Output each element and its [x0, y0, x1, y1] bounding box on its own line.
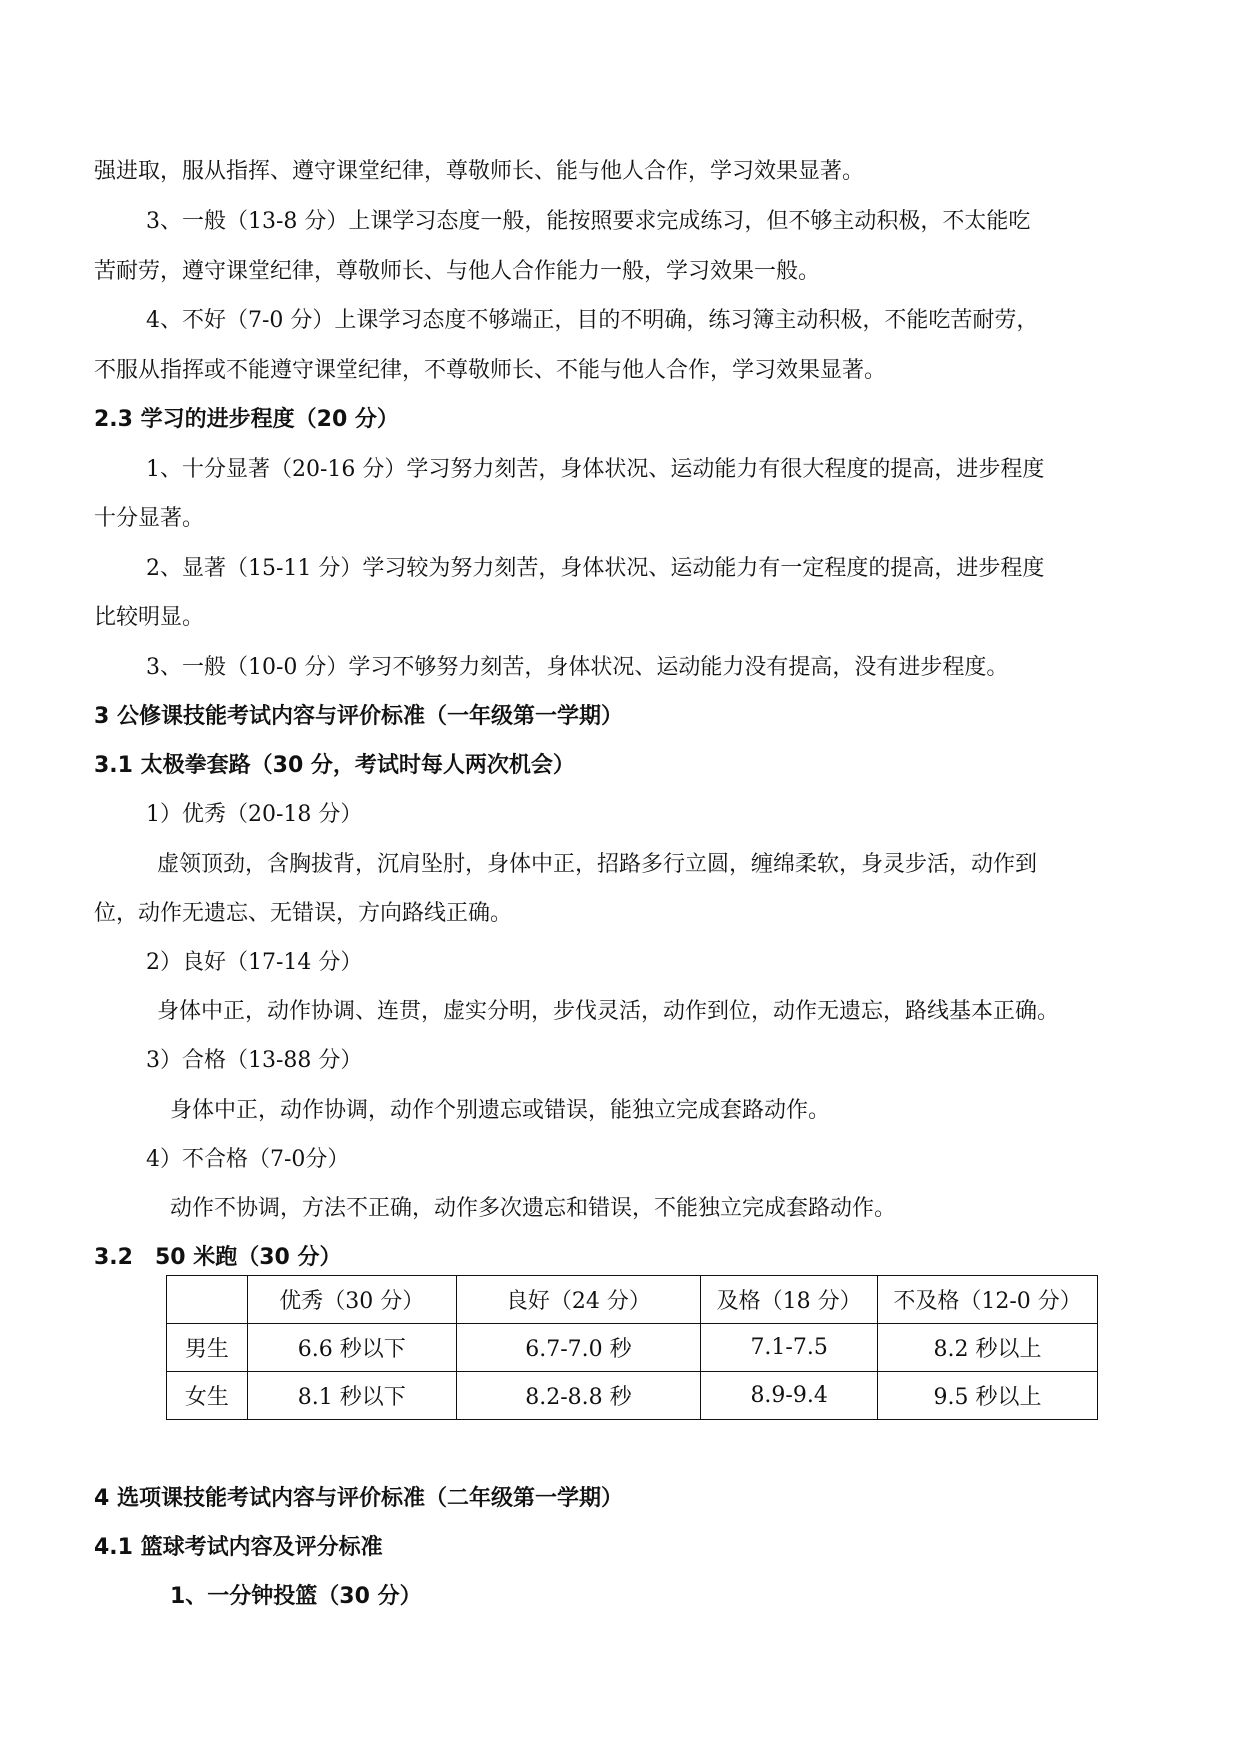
table-cell: 9.5 秒以上 [878, 1372, 1098, 1420]
table-header-cell: 优秀（30 分） [247, 1276, 456, 1324]
grade-title: 2）良好（17-14 分） [146, 950, 363, 975]
section-heading: 3 公修课技能考试内容与评价标准（一年级第一学期） [94, 704, 623, 729]
paragraph-line: 不服从指挥或不能遵守课堂纪律，不尊敬师长、不能与他人合作，学习效果显著。 [94, 358, 887, 383]
paragraph-line: 强进取，服从指挥、遵守课堂纪律，尊敬师长、能与他人合作，学习效果显著。 [94, 159, 865, 184]
table-cell: 7.1-7.5 [701, 1324, 878, 1372]
section-heading: 1、一分钟投篮（30 分） [170, 1584, 422, 1609]
table-cell: 8.1 秒以下 [247, 1372, 456, 1420]
sprint-score-table [166, 1275, 1098, 1420]
paragraph-line: 虚领顶劲，含胸拔背，沉肩坠肘，身体中正，招路多行立圆，缠绵柔软，身灵步活，动作到 [157, 852, 1038, 877]
paragraph-line: 3、一般（13-8 分）上课学习态度一般，能按照要求完成练习，但不够主动积极，不太能吃 [146, 209, 1031, 234]
paragraph-line: 2、显著（15-11 分）学习较为努力刻苦，身体状况、运动能力有一定程度的提高，进步程度 [146, 556, 1045, 581]
table-header-row [167, 1276, 1098, 1324]
table-cell: 6.6 秒以下 [247, 1324, 456, 1372]
table-cell: 女生 [167, 1372, 248, 1420]
section-heading: 3.1 太极拳套路（30 分，考试时每人两次机会） [94, 753, 575, 778]
table-header-cell: 及格（18 分） [701, 1276, 878, 1324]
table-cell: 6.7-7.0 秒 [456, 1324, 701, 1372]
table-header-cell: 良好（24 分） [456, 1276, 701, 1324]
paragraph-line: 3、一般（10-0 分）学习不够努力刻苦，身体状况、运动能力没有提高，没有进步程度。 [146, 655, 1009, 680]
table-header-cell: 不及格（12-0 分） [878, 1276, 1098, 1324]
section-heading: 4.1 篮球考试内容及评分标准 [94, 1535, 383, 1560]
paragraph-line: 苦耐劳，遵守课堂纪律，尊敬师长、与他人合作能力一般，学习效果一般。 [94, 259, 821, 284]
table-cell: 8.9-9.4 [701, 1372, 878, 1420]
paragraph-line: 身体中正，动作协调、连贯，虚实分明，步伐灵活，动作到位，动作无遗忘，路线基本正确。 [157, 999, 1060, 1024]
paragraph-line: 位，动作无遗忘、无错误，方向路线正确。 [94, 901, 513, 926]
table-cell: 8.2-8.8 秒 [456, 1372, 701, 1420]
section-heading: 2.3 学习的进步程度（20 分） [94, 407, 399, 432]
table-cell: 男生 [167, 1324, 248, 1372]
paragraph-line: 动作不协调，方法不正确，动作多次遗忘和错误，不能独立完成套路动作。 [170, 1196, 897, 1221]
table-row [167, 1324, 1098, 1372]
paragraph-line: 4、不好（7-0 分）上课学习态度不够端正，目的不明确，练习簿主动积极，不能吃苦耐劳， [146, 308, 1039, 333]
table-header-cell [167, 1276, 248, 1324]
paragraph-line: 十分显著。 [94, 506, 205, 531]
paragraph-line: 身体中正，动作协调，动作个别遗忘或错误，能独立完成套路动作。 [170, 1098, 831, 1123]
grade-title: 3）合格（13-88 分） [146, 1048, 363, 1073]
grade-title: 1）优秀（20-18 分） [146, 802, 363, 827]
section-heading: 4 选项课技能考试内容与评价标准（二年级第一学期） [94, 1486, 623, 1511]
table-cell: 8.2 秒以上 [878, 1324, 1098, 1372]
section-heading: 3.2 50 米跑（30 分） [94, 1245, 342, 1270]
paragraph-line: 比较明显。 [94, 605, 205, 630]
table-row [167, 1372, 1098, 1420]
grade-title: 4）不合格（7-0分） [146, 1147, 350, 1172]
paragraph-line: 1、十分显著（20-16 分）学习努力刻苦，身体状况、运动能力有很大程度的提高，进步程度 [146, 457, 1045, 482]
